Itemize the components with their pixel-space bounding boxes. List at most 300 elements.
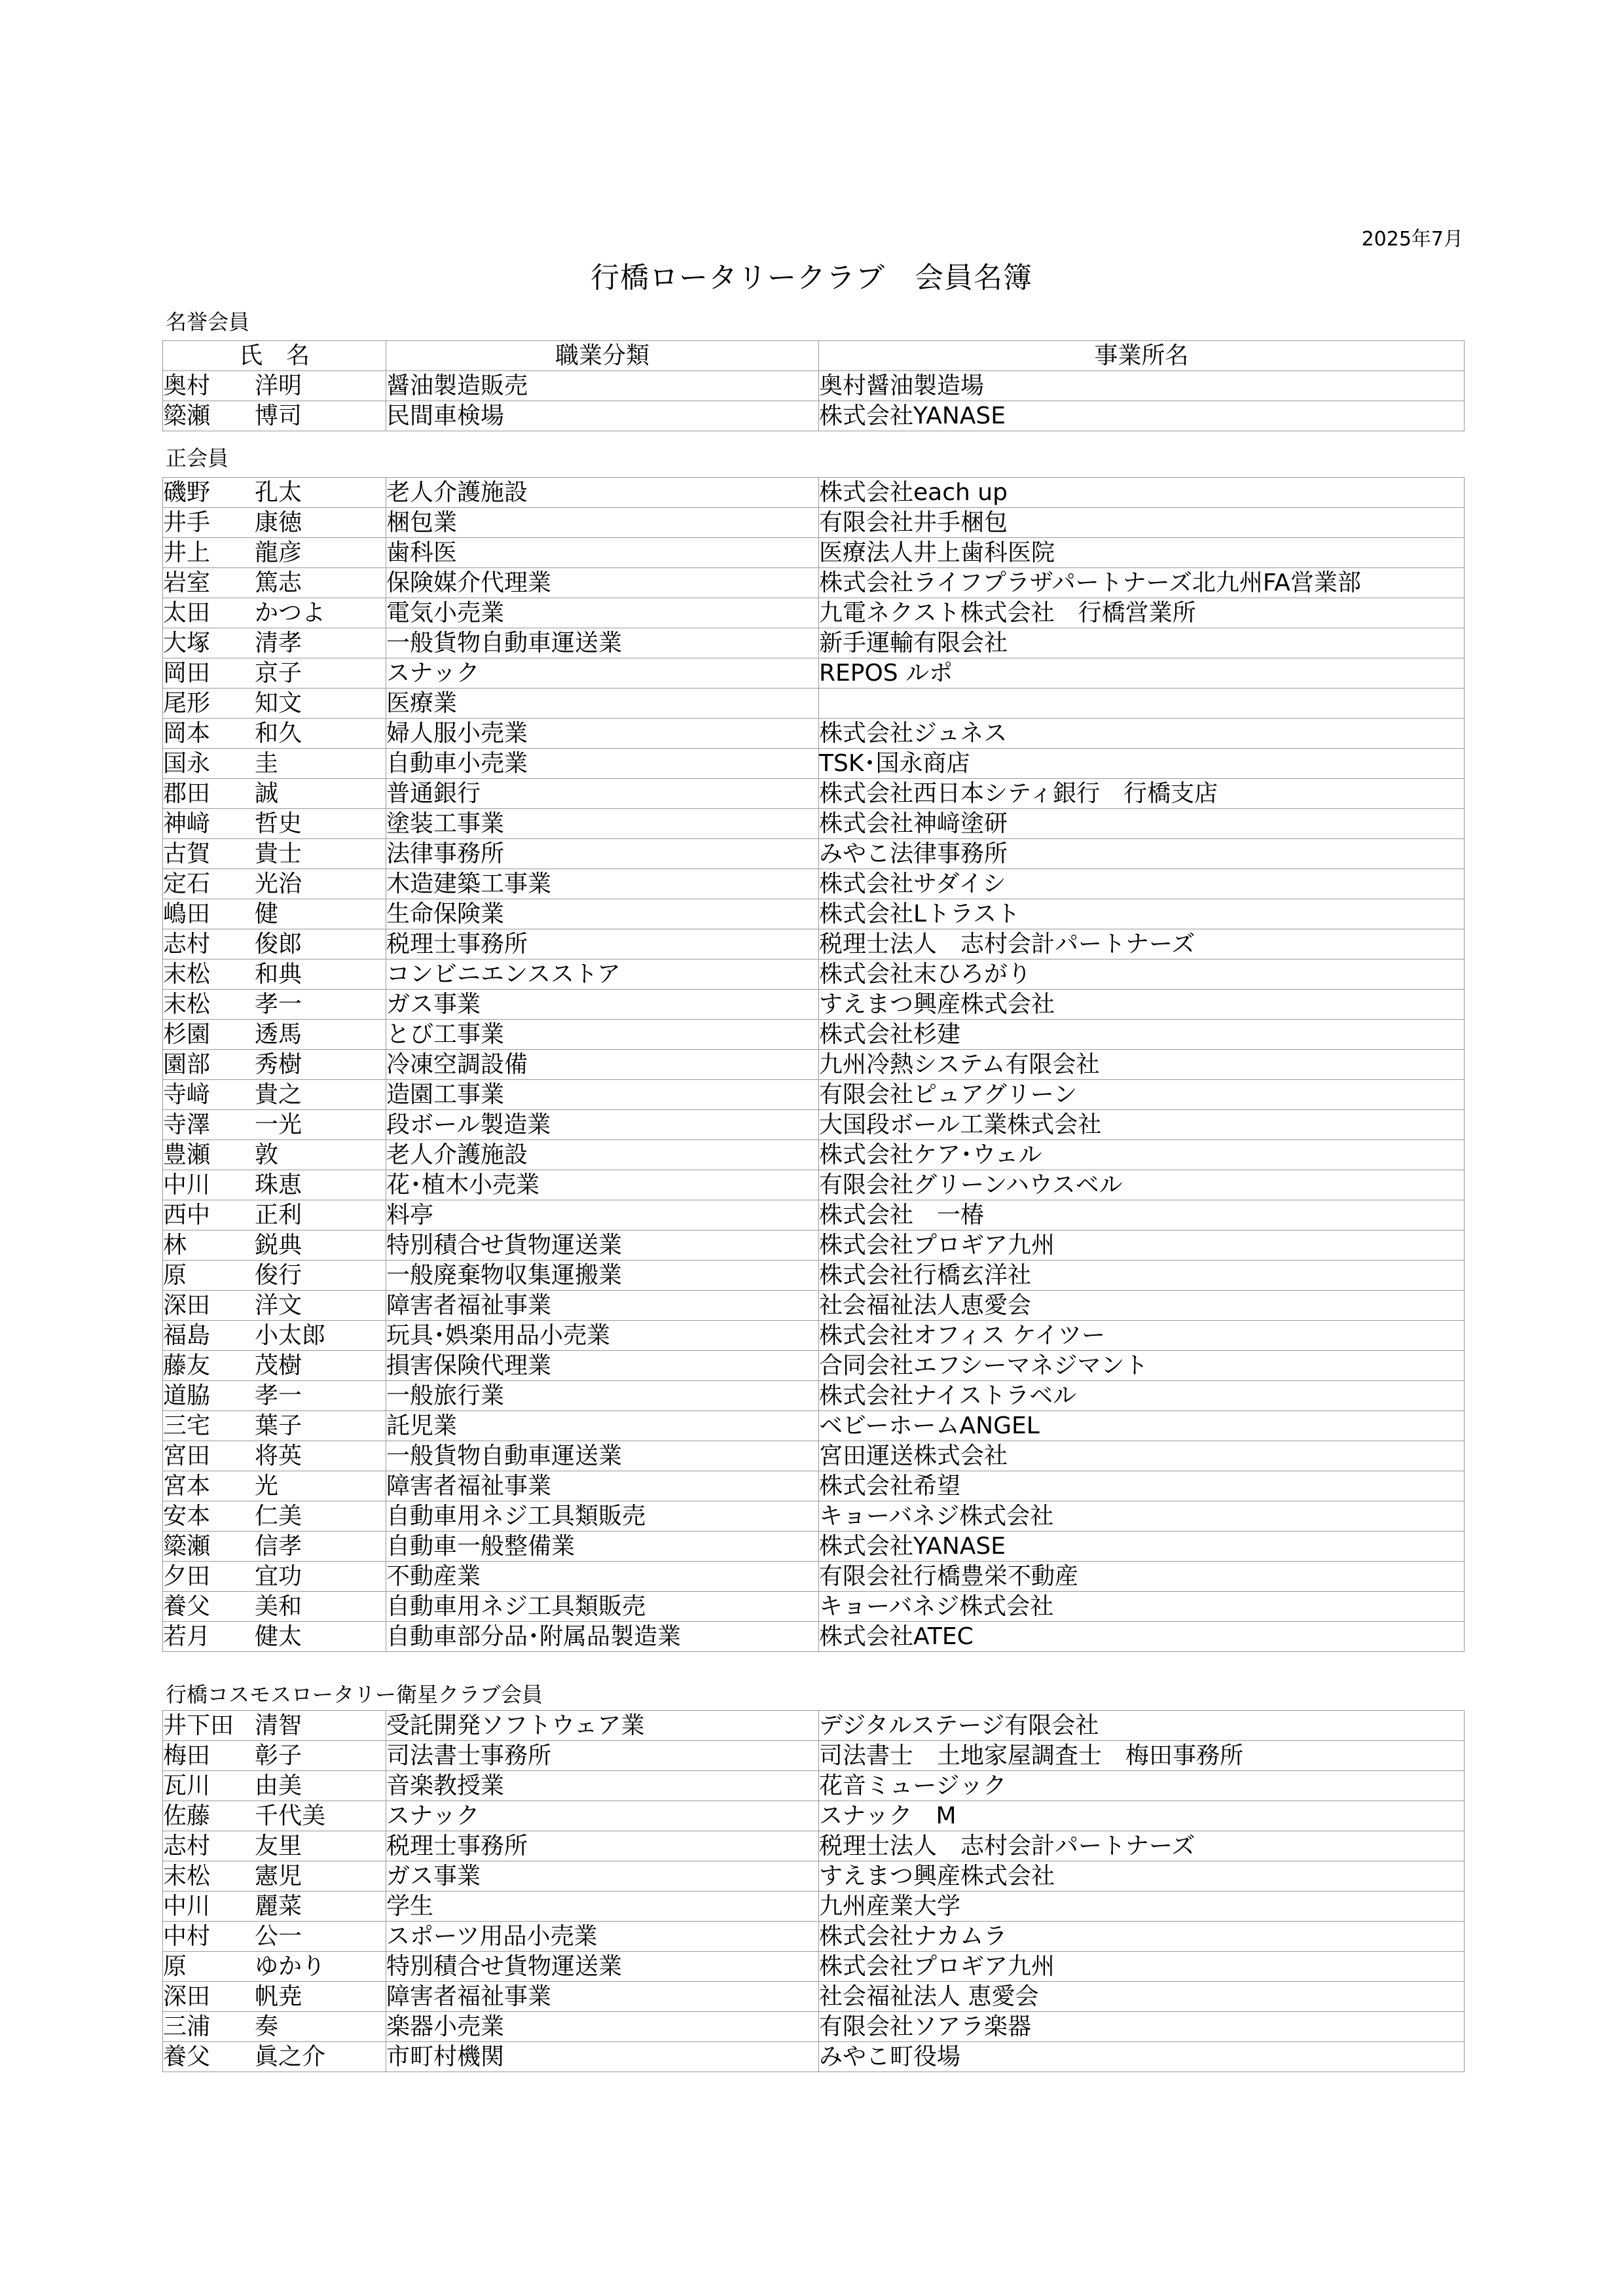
header-name: 氏 名 bbox=[163, 341, 386, 371]
member-given-name: 孔太 bbox=[255, 479, 302, 506]
table-row bbox=[163, 1622, 1465, 1652]
table-row bbox=[163, 1562, 1465, 1592]
member-surname: 宮本 bbox=[163, 1473, 211, 1499]
member-surname: 定石 bbox=[163, 870, 211, 897]
member-name bbox=[163, 1381, 386, 1411]
table-row bbox=[163, 869, 1465, 899]
member-given-name: 俊行 bbox=[255, 1262, 302, 1289]
member-name bbox=[163, 628, 386, 658]
member-occupation: 塗装工事業 bbox=[386, 809, 819, 839]
member-surname: 太田 bbox=[163, 600, 211, 626]
table-row bbox=[163, 1110, 1465, 1140]
member-occupation: 障害者福祉事業 bbox=[386, 1471, 819, 1501]
member-surname: 寺澤 bbox=[163, 1111, 211, 1138]
member-given-name: 清智 bbox=[255, 1712, 302, 1739]
member-given-name: 貴之 bbox=[255, 1081, 302, 1108]
member-name bbox=[163, 839, 386, 869]
table-row bbox=[163, 1861, 1465, 1892]
table-row bbox=[163, 1020, 1465, 1050]
member-given-name: 小太郎 bbox=[255, 1322, 326, 1349]
table-row bbox=[163, 960, 1465, 990]
member-given-name: 和久 bbox=[255, 720, 302, 747]
member-name bbox=[163, 899, 386, 929]
member-name bbox=[163, 1532, 386, 1562]
member-name bbox=[163, 508, 386, 538]
member-given-name: 洋文 bbox=[255, 1292, 302, 1319]
regular-members-table bbox=[162, 477, 1465, 1652]
member-given-name: 宜功 bbox=[255, 1563, 302, 1590]
member-given-name: 珠恵 bbox=[255, 1172, 302, 1198]
honorary-members-table bbox=[162, 340, 1465, 431]
member-surname: 深田 bbox=[163, 1292, 211, 1319]
member-given-name: 誠 bbox=[255, 780, 279, 807]
member-surname: 養父 bbox=[163, 1593, 211, 1620]
member-office: 医療法人井上歯科医院 bbox=[819, 538, 1465, 568]
table-row bbox=[163, 1170, 1465, 1200]
member-surname: 杉園 bbox=[163, 1021, 211, 1048]
member-office: 税理士法人 志村会計パートナーズ bbox=[819, 1831, 1465, 1861]
member-given-name: 信孝 bbox=[255, 1533, 302, 1560]
member-surname: 嶋田 bbox=[163, 901, 211, 927]
member-occupation: 料亭 bbox=[386, 1200, 819, 1230]
member-occupation: スナック bbox=[386, 658, 819, 689]
member-given-name: 眞之介 bbox=[255, 2043, 326, 2070]
member-surname: 志村 bbox=[163, 1833, 211, 1859]
member-given-name: 康徳 bbox=[255, 509, 302, 536]
member-given-name: 友里 bbox=[255, 1833, 302, 1859]
table-row bbox=[163, 809, 1465, 839]
member-office: 花音ミュージック bbox=[819, 1771, 1465, 1801]
member-occupation: 自動車小売業 bbox=[386, 749, 819, 779]
member-surname: 深田 bbox=[163, 1983, 211, 2010]
member-given-name: 孝一 bbox=[255, 1382, 302, 1409]
member-office: みやこ町役場 bbox=[819, 2042, 1465, 2072]
member-name bbox=[163, 719, 386, 749]
member-name bbox=[163, 1741, 386, 1771]
member-given-name: 千代美 bbox=[255, 1803, 326, 1829]
member-office: 株式会社プロギア九州 bbox=[819, 1230, 1465, 1261]
member-occupation: 醤油製造販売 bbox=[386, 371, 819, 401]
member-surname: 道脇 bbox=[163, 1382, 211, 1409]
member-office: 株式会社ジュネス bbox=[819, 719, 1465, 749]
member-office: すえまつ興産株式会社 bbox=[819, 1861, 1465, 1892]
member-occupation: 学生 bbox=[386, 1892, 819, 1922]
member-surname: 安本 bbox=[163, 1503, 211, 1530]
table-row bbox=[163, 371, 1465, 401]
member-occupation: 民間車検場 bbox=[386, 401, 819, 431]
table-row bbox=[163, 1381, 1465, 1411]
table-row bbox=[163, 658, 1465, 689]
member-occupation: 一般旅行業 bbox=[386, 1381, 819, 1411]
member-given-name: 茂樹 bbox=[255, 1352, 302, 1379]
member-office: 大国段ボール工業株式会社 bbox=[819, 1110, 1465, 1140]
member-occupation: 普通銀行 bbox=[386, 779, 819, 809]
member-occupation: 歯科医 bbox=[386, 538, 819, 568]
header-job: 職業分類 bbox=[386, 341, 819, 371]
member-given-name: 博司 bbox=[255, 403, 302, 429]
member-office: 税理士法人 志村会計パートナーズ bbox=[819, 929, 1465, 960]
member-occupation: スポーツ用品小売業 bbox=[386, 1922, 819, 1952]
satellite-members-table bbox=[162, 1710, 1465, 2072]
member-office: 有限会社行橋豊栄不動産 bbox=[819, 1562, 1465, 1592]
member-occupation: 楽器小売業 bbox=[386, 2012, 819, 2042]
member-given-name: 京子 bbox=[255, 660, 302, 687]
member-office: キョーバネジ株式会社 bbox=[819, 1501, 1465, 1532]
member-name bbox=[163, 658, 386, 689]
member-office: スナック M bbox=[819, 1801, 1465, 1831]
member-occupation: 梱包業 bbox=[386, 508, 819, 538]
table-row bbox=[163, 1801, 1465, 1831]
member-name bbox=[163, 1110, 386, 1140]
member-office: REPOS ルポ bbox=[819, 658, 1465, 689]
member-occupation: 自動車部分品･附属品製造業 bbox=[386, 1622, 819, 1652]
member-given-name: 敦 bbox=[255, 1141, 279, 1168]
member-given-name: 葉子 bbox=[255, 1412, 302, 1439]
member-occupation: 冷凍空調設備 bbox=[386, 1050, 819, 1080]
table-row bbox=[163, 779, 1465, 809]
member-given-name: 透馬 bbox=[255, 1021, 302, 1048]
member-office bbox=[819, 689, 1465, 719]
member-name bbox=[163, 1922, 386, 1952]
document-title: 行橋ロータリークラブ 会員名簿 bbox=[591, 261, 1032, 295]
member-surname: 末松 bbox=[163, 1863, 211, 1890]
member-occupation: 自動車用ネジ工具類販売 bbox=[386, 1501, 819, 1532]
table-row bbox=[163, 1922, 1465, 1952]
member-given-name: 奏 bbox=[255, 2013, 279, 2040]
table-row bbox=[163, 1831, 1465, 1861]
member-surname: 中村 bbox=[163, 1923, 211, 1950]
member-occupation: スナック bbox=[386, 1801, 819, 1831]
member-surname: 中川 bbox=[163, 1172, 211, 1198]
member-occupation: 保険媒介代理業 bbox=[386, 568, 819, 598]
member-name bbox=[163, 598, 386, 628]
member-name bbox=[163, 1982, 386, 2012]
member-office: 株式会社ATEC bbox=[819, 1622, 1465, 1652]
member-occupation: 障害者福祉事業 bbox=[386, 1291, 819, 1321]
member-given-name: 正利 bbox=[255, 1202, 302, 1229]
table-row bbox=[163, 538, 1465, 568]
member-office: 株式会社 一椿 bbox=[819, 1200, 1465, 1230]
member-name bbox=[163, 990, 386, 1020]
member-given-name: 光 bbox=[255, 1473, 279, 1499]
member-office: 株式会社サダイシ bbox=[819, 869, 1465, 899]
member-given-name: ゆかり bbox=[255, 1953, 326, 1980]
member-surname: 原 bbox=[163, 1262, 187, 1289]
member-occupation: 生命保険業 bbox=[386, 899, 819, 929]
member-name bbox=[163, 1501, 386, 1532]
member-office: 株式会社YANASE bbox=[819, 1532, 1465, 1562]
member-occupation: 老人介護施設 bbox=[386, 1140, 819, 1170]
member-office: 株式会社each up bbox=[819, 478, 1465, 508]
member-occupation: コンビニエンスストア bbox=[386, 960, 819, 990]
member-office: 株式会社杉建 bbox=[819, 1020, 1465, 1050]
member-office: 株式会社神﨑塗研 bbox=[819, 809, 1465, 839]
table-row bbox=[163, 1080, 1465, 1110]
member-name bbox=[163, 1471, 386, 1501]
member-office: すえまつ興産株式会社 bbox=[819, 990, 1465, 1020]
table-row bbox=[163, 1532, 1465, 1562]
member-name bbox=[163, 1351, 386, 1381]
member-given-name: 秀樹 bbox=[255, 1051, 302, 1078]
member-occupation: 司法書士事務所 bbox=[386, 1741, 819, 1771]
member-occupation: 税理士事務所 bbox=[386, 1831, 819, 1861]
member-office: 司法書士 土地家屋調査士 梅田事務所 bbox=[819, 1741, 1465, 1771]
member-office: 有限会社井手梱包 bbox=[819, 508, 1465, 538]
member-occupation: 託児業 bbox=[386, 1411, 819, 1441]
table-row bbox=[163, 1711, 1465, 1741]
member-name bbox=[163, 1230, 386, 1261]
member-occupation: 法律事務所 bbox=[386, 839, 819, 869]
member-occupation: ガス事業 bbox=[386, 990, 819, 1020]
member-name bbox=[163, 1200, 386, 1230]
member-given-name: 孝一 bbox=[255, 991, 302, 1018]
member-name bbox=[163, 2042, 386, 2072]
member-office: 九電ネクスト株式会社 行橋営業所 bbox=[819, 598, 1465, 628]
document-date: 2025年7月 bbox=[1361, 228, 1463, 251]
member-occupation: 不動産業 bbox=[386, 1562, 819, 1592]
member-surname: 中川 bbox=[163, 1893, 211, 1920]
table-row bbox=[163, 1050, 1465, 1080]
member-occupation: 損害保険代理業 bbox=[386, 1351, 819, 1381]
table-row bbox=[163, 1952, 1465, 1982]
member-surname: 古賀 bbox=[163, 840, 211, 867]
table-row bbox=[163, 1200, 1465, 1230]
member-given-name: 帆尭 bbox=[255, 1983, 302, 2010]
table-row bbox=[163, 1321, 1465, 1351]
member-occupation: 花･植木小売業 bbox=[386, 1170, 819, 1200]
member-office: 社会福祉法人 恵愛会 bbox=[819, 1982, 1465, 2012]
member-surname: 磯野 bbox=[163, 479, 211, 506]
member-given-name: 将英 bbox=[255, 1443, 302, 1469]
member-given-name: 貴士 bbox=[255, 840, 302, 867]
member-office: 宮田運送株式会社 bbox=[819, 1441, 1465, 1471]
member-occupation: 税理士事務所 bbox=[386, 929, 819, 960]
member-surname: 簗瀬 bbox=[163, 403, 211, 429]
member-office: 株式会社西日本シティ銀行 行橋支店 bbox=[819, 779, 1465, 809]
member-name bbox=[163, 1140, 386, 1170]
member-occupation: 電気小売業 bbox=[386, 598, 819, 628]
table-row bbox=[163, 1261, 1465, 1291]
member-office: みやこ法律事務所 bbox=[819, 839, 1465, 869]
member-surname: 宮田 bbox=[163, 1443, 211, 1469]
member-surname: 岡本 bbox=[163, 720, 211, 747]
member-name bbox=[163, 1892, 386, 1922]
header-office: 事業所名 bbox=[819, 341, 1465, 371]
member-surname: 大塚 bbox=[163, 630, 211, 656]
member-name bbox=[163, 401, 386, 431]
table-row bbox=[163, 689, 1465, 719]
member-given-name: 圭 bbox=[255, 750, 279, 777]
member-name bbox=[163, 1261, 386, 1291]
member-surname: 原 bbox=[163, 1953, 187, 1980]
member-office: 九州産業大学 bbox=[819, 1892, 1465, 1922]
member-name bbox=[163, 869, 386, 899]
member-office: 株式会社希望 bbox=[819, 1471, 1465, 1501]
member-given-name: 知文 bbox=[255, 690, 302, 717]
member-name bbox=[163, 1170, 386, 1200]
member-given-name: 健太 bbox=[255, 1623, 302, 1650]
member-office: 株式会社YANASE bbox=[819, 401, 1465, 431]
member-name bbox=[163, 1441, 386, 1471]
member-surname: 養父 bbox=[163, 2043, 211, 2070]
member-office: 九州冷熱システム有限会社 bbox=[819, 1050, 1465, 1080]
table-row bbox=[163, 1892, 1465, 1922]
member-surname: 末松 bbox=[163, 991, 211, 1018]
member-surname: 藤友 bbox=[163, 1352, 211, 1379]
member-occupation: 一般廃棄物収集運搬業 bbox=[386, 1261, 819, 1291]
member-office: 株式会社ライフプラザパートナーズ北九州FA営業部 bbox=[819, 568, 1465, 598]
member-surname: 郡田 bbox=[163, 780, 211, 807]
member-office: 株式会社Lトラスト bbox=[819, 899, 1465, 929]
member-office: デジタルステージ有限会社 bbox=[819, 1711, 1465, 1741]
member-office: 株式会社プロギア九州 bbox=[819, 1952, 1465, 1982]
member-surname: 園部 bbox=[163, 1051, 211, 1078]
member-name bbox=[163, 809, 386, 839]
member-surname: 井上 bbox=[163, 539, 211, 566]
member-surname: 梅田 bbox=[163, 1742, 211, 1769]
member-office: 株式会社ナイストラベル bbox=[819, 1381, 1465, 1411]
member-surname: 岡田 bbox=[163, 660, 211, 687]
member-given-name: 俊郎 bbox=[255, 931, 302, 958]
table-row bbox=[163, 2012, 1465, 2042]
member-name bbox=[163, 568, 386, 598]
table-row bbox=[163, 1471, 1465, 1501]
table-row bbox=[163, 628, 1465, 658]
member-name bbox=[163, 371, 386, 401]
member-name bbox=[163, 1321, 386, 1351]
member-office: 新手運輸有限会社 bbox=[819, 628, 1465, 658]
member-office: 有限会社グリーンハウスベル bbox=[819, 1170, 1465, 1200]
member-occupation: 音楽教授業 bbox=[386, 1771, 819, 1801]
table-row bbox=[163, 401, 1465, 431]
member-given-name: 美和 bbox=[255, 1593, 302, 1620]
member-name bbox=[163, 1080, 386, 1110]
table-row bbox=[163, 1741, 1465, 1771]
member-given-name: 憲児 bbox=[255, 1863, 302, 1890]
member-office: TSK･国永商店 bbox=[819, 749, 1465, 779]
member-given-name: 清孝 bbox=[255, 630, 302, 656]
table-row bbox=[163, 568, 1465, 598]
table-row bbox=[163, 749, 1465, 779]
member-occupation: 障害者福祉事業 bbox=[386, 1982, 819, 2012]
member-name bbox=[163, 1622, 386, 1652]
member-occupation: 段ボール製造業 bbox=[386, 1110, 819, 1140]
member-given-name: 篤志 bbox=[255, 569, 302, 596]
member-surname: 林 bbox=[163, 1232, 187, 1259]
table-row bbox=[163, 2042, 1465, 2072]
member-name bbox=[163, 2012, 386, 2042]
section-label-regular: 正会員 bbox=[166, 446, 229, 471]
member-surname: 瓦川 bbox=[163, 1772, 211, 1799]
member-given-name: 公一 bbox=[255, 1923, 302, 1950]
member-surname: 西中 bbox=[163, 1202, 211, 1229]
member-office: 株式会社ケア･ウェル bbox=[819, 1140, 1465, 1170]
member-given-name: 麗菜 bbox=[255, 1893, 302, 1920]
member-name bbox=[163, 779, 386, 809]
member-given-name: 鋭典 bbox=[255, 1232, 302, 1259]
member-name bbox=[163, 1952, 386, 1982]
member-occupation: 婦人服小売業 bbox=[386, 719, 819, 749]
member-office: 合同会社エフシーマネジマント bbox=[819, 1351, 1465, 1381]
member-name bbox=[163, 1771, 386, 1801]
member-given-name: 和典 bbox=[255, 961, 302, 988]
table-row bbox=[163, 1291, 1465, 1321]
member-name bbox=[163, 1020, 386, 1050]
member-given-name: 洋明 bbox=[255, 372, 302, 399]
member-office: 株式会社オフィス ケイツー bbox=[819, 1321, 1465, 1351]
member-occupation: 木造建築工事業 bbox=[386, 869, 819, 899]
table-row bbox=[163, 929, 1465, 960]
member-office: 株式会社行橋玄洋社 bbox=[819, 1261, 1465, 1291]
member-surname: 尾形 bbox=[163, 690, 211, 717]
table-row bbox=[163, 598, 1465, 628]
member-surname: 井下田 bbox=[163, 1712, 234, 1739]
member-given-name: 龍彦 bbox=[255, 539, 302, 566]
member-surname: 奥村 bbox=[163, 372, 211, 399]
member-surname: 佐藤 bbox=[163, 1803, 211, 1829]
table-row bbox=[163, 990, 1465, 1020]
table-row bbox=[163, 478, 1465, 508]
member-given-name: 健 bbox=[255, 901, 279, 927]
member-surname: 豊瀬 bbox=[163, 1141, 211, 1168]
member-occupation: 市町村機関 bbox=[386, 2042, 819, 2072]
member-occupation: とび工事業 bbox=[386, 1020, 819, 1050]
section-label-satellite: 行橋コスモスロータリー衛星クラブ会員 bbox=[166, 1682, 543, 1707]
table-row bbox=[163, 719, 1465, 749]
member-occupation: 特別積合せ貨物運送業 bbox=[386, 1952, 819, 1982]
table-row bbox=[163, 1771, 1465, 1801]
table-row bbox=[163, 839, 1465, 869]
member-surname: 岩室 bbox=[163, 569, 211, 596]
member-name bbox=[163, 1592, 386, 1622]
member-office: ベビーホームANGEL bbox=[819, 1411, 1465, 1441]
member-occupation: 自動車用ネジ工具類販売 bbox=[386, 1592, 819, 1622]
member-name bbox=[163, 929, 386, 960]
member-office: 有限会社ピュアグリーン bbox=[819, 1080, 1465, 1110]
table-row bbox=[163, 508, 1465, 538]
member-name bbox=[163, 1861, 386, 1892]
table-row bbox=[163, 1230, 1465, 1261]
member-given-name: 由美 bbox=[255, 1772, 302, 1799]
member-name bbox=[163, 1801, 386, 1831]
member-name bbox=[163, 749, 386, 779]
member-surname: 福島 bbox=[163, 1322, 211, 1349]
member-surname: 若月 bbox=[163, 1623, 211, 1650]
member-given-name: 一光 bbox=[255, 1111, 302, 1138]
member-occupation: 一般貨物自動車運送業 bbox=[386, 1441, 819, 1471]
member-occupation: 医療業 bbox=[386, 689, 819, 719]
member-occupation: 自動車一般整備業 bbox=[386, 1532, 819, 1562]
member-office: 有限会社ソアラ楽器 bbox=[819, 2012, 1465, 2042]
member-surname: 簗瀬 bbox=[163, 1533, 211, 1560]
member-given-name: 哲史 bbox=[255, 810, 302, 837]
member-name bbox=[163, 689, 386, 719]
member-surname: 志村 bbox=[163, 931, 211, 958]
table-row bbox=[163, 1592, 1465, 1622]
member-office: 株式会社末ひろがり bbox=[819, 960, 1465, 990]
member-surname: 夕田 bbox=[163, 1563, 211, 1590]
section-label-honorary: 名誉会員 bbox=[166, 310, 250, 334]
member-occupation: 特別積合せ貨物運送業 bbox=[386, 1230, 819, 1261]
member-surname: 井手 bbox=[163, 509, 211, 536]
member-occupation: 老人介護施設 bbox=[386, 478, 819, 508]
member-occupation: 一般貨物自動車運送業 bbox=[386, 628, 819, 658]
table-row bbox=[163, 1351, 1465, 1381]
table-row bbox=[163, 1441, 1465, 1471]
member-surname: 三浦 bbox=[163, 2013, 211, 2040]
member-occupation: 受託開発ソフトウェア業 bbox=[386, 1711, 819, 1741]
member-given-name: 彰子 bbox=[255, 1742, 302, 1769]
